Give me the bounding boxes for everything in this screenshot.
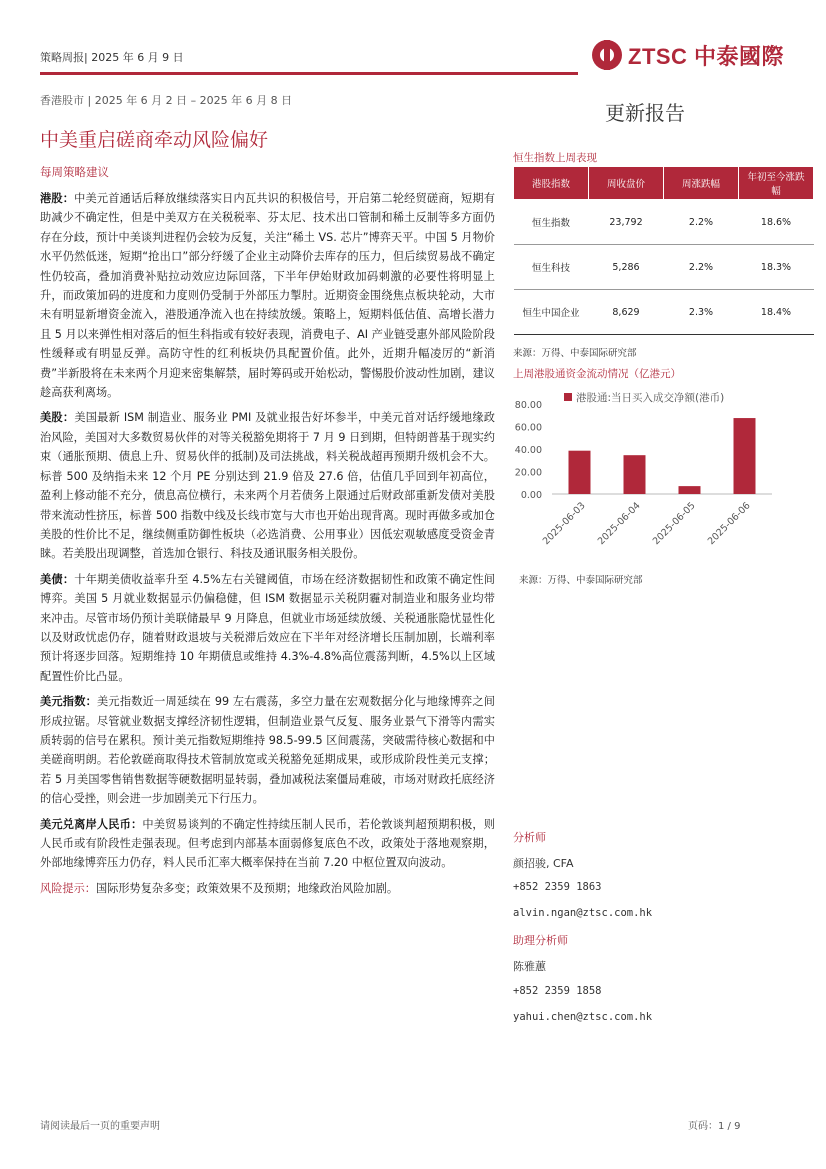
cell-weekly-change: 2.2% bbox=[664, 200, 739, 245]
cell-ytd-change: 18.6% bbox=[739, 200, 814, 245]
strategy-body bbox=[40, 189, 495, 904]
paragraph-label: 美元指数： bbox=[40, 695, 98, 709]
bar bbox=[624, 455, 646, 494]
chart-title: 上周港股通资金流动情况（亿港元） bbox=[513, 368, 681, 380]
table-row bbox=[514, 245, 814, 290]
paragraph-label: 美元兑离岸人民币： bbox=[40, 817, 143, 831]
paragraph-text: 十年期美债收益率升至 4.5%左右关键阈值，市场在经济数据韧性和政策不确定性间博弈。美国 5 月就业数据显示仍偏稳健，但 ISM 数据显示关税阴霾对制造业和服务业均带来冲击。尽管市场仍预计美联储最早 9 月降息，但就业市场延续放缓、关税通胀隐忧显性化以及财政忧虑仍存，随着财政退坡与关税滞后效应在下半年对经济增长压制加剧，长端利率预计将逐步回落。短期维持 10 年期债息或维持 4.3%-4.8%高位震荡判断，4.5%以上区域配置性价比凸显。 bbox=[40, 572, 495, 683]
paragraph-usd-index bbox=[40, 692, 495, 808]
risk-warning bbox=[40, 879, 495, 898]
y-tick-label: 80.00 bbox=[514, 400, 542, 411]
index-table-wrap bbox=[513, 166, 814, 335]
cell-index-name: 恒生科技 bbox=[514, 245, 589, 290]
paragraph-label: 美股： bbox=[40, 411, 75, 425]
assistant-analyst-name: 陈雅蕙 bbox=[513, 960, 546, 973]
col-header: 周收盘价 bbox=[589, 167, 664, 200]
paragraph-us-bonds bbox=[40, 570, 495, 686]
table-row bbox=[514, 200, 814, 245]
logo-icon bbox=[592, 40, 622, 70]
paragraph-usd-cnh bbox=[40, 815, 495, 873]
paragraph-hk-stocks bbox=[40, 189, 495, 402]
y-tick-label: 40.00 bbox=[514, 445, 542, 456]
table-row bbox=[514, 290, 814, 335]
table-source: 来源：万得、中泰国际研究部 bbox=[513, 348, 637, 359]
paragraph-text: 美元指数近一周延续在 99 左右震荡，多空力量在宏观数据分化与地缘博弈之间形成拉锯。尽管就业数据支撑经济韧性逻辑，但制造业景气反复、服务业景气下滑等内需实质转弱的信号在累积。预计美元指数短期维持 98.5-99.5 区间震荡，突破需待核心数据和中美磋商明朗。若伦敦磋商取得技术管制放宽或关税豁免延期成果，或形成阶段性美元支撑；若 5 月美国零售销售数据等硬数据明显转弱，叠加减税法案僵局难破，市场对财政托底经济的信心受挫，则会进一步加剧美元下行压力。 bbox=[40, 695, 495, 806]
col-header: 周涨跌幅 bbox=[664, 167, 739, 200]
logo-text: ZTSC 中泰國際 bbox=[628, 43, 785, 69]
assistant-analyst-email[interactable]: yahui.chen@ztsc.com.hk bbox=[513, 1011, 653, 1023]
legend-label: 港股通:当日买入成交净额(港币) bbox=[576, 392, 725, 404]
page-number: 页码：1 / 9 bbox=[688, 1121, 741, 1132]
table-header-row bbox=[514, 167, 814, 200]
cell-weekly-change: 2.3% bbox=[664, 290, 739, 335]
x-tick-label: 2025-06-05 bbox=[650, 500, 698, 548]
analyst-phone: +852 2359 1863 bbox=[513, 881, 602, 893]
paragraph-text: 中美元首通话后释放继续落实日内瓦共识的积极信号，开启第二轮经贸磋商，短期有助减少不确定性，但是中美双方在关税税率、芬太尼、技术出口管制和稀土反制等多方面仍存在分歧，预计中美谈判进程仍会较为反复，关注“稀土 VS. 芯片”博弈天平。中国 5 月物价水平仍然低迷，短期“抢出口”部分纾缓了企业主动降价去库存的压力，但后续贸易战不确定性仍较高，叠加消费补贴拉动效应边际回落，下半年伊始财政加码刺激的必要性将明显上升，而政策加码的进度和力度则仍受制于外部压力掣肘。近期资金围绕焦点板块轮动，大市未有明显新增资金流入，港股通净流入也在持续放缓。策略上，短期料低估值、高增长潜力且 5 月以来弹性相对落后的恒生科指或有较好表现，消费电子、AI 产业链受惠外部风险阶段性缓释或有明显反弹。高防守性的红利板块仍具配置价值。此外，近期升幅凌厉的“新消费”半新股将在未来两个月迎来密集解禁，届时筹码或开始松动，警惕股价波动性加剧，建议趁高获利离场。 bbox=[40, 192, 495, 400]
disclaimer-note: 请阅读最后一页的重要声明 bbox=[40, 1121, 160, 1132]
analyst-email[interactable]: alvin.ngan@ztsc.com.hk bbox=[513, 907, 653, 919]
cell-close: 8,629 bbox=[589, 290, 664, 335]
paragraph-label: 美债： bbox=[40, 572, 75, 586]
cell-ytd-change: 18.4% bbox=[739, 290, 814, 335]
risk-text: 国际形势复杂多变；政策效果不及预期；地缘政治风险加剧。 bbox=[95, 881, 399, 895]
bar bbox=[734, 418, 756, 494]
weekly-strategy-label: 每周策略建议 bbox=[40, 165, 109, 179]
x-tick-label: 2025-06-04 bbox=[595, 500, 643, 548]
legend-swatch bbox=[564, 393, 572, 401]
cell-close: 5,286 bbox=[589, 245, 664, 290]
assistant-analyst-phone: +852 2359 1858 bbox=[513, 985, 602, 997]
paragraph-label: 港股： bbox=[40, 192, 75, 205]
report-type: 更新报告 bbox=[605, 101, 685, 125]
southbound-flow-chart bbox=[510, 384, 780, 570]
header-rule bbox=[40, 72, 578, 75]
cell-ytd-change: 18.3% bbox=[739, 245, 814, 290]
cell-close: 23,792 bbox=[589, 200, 664, 245]
index-table bbox=[513, 166, 814, 335]
y-tick-label: 20.00 bbox=[514, 467, 542, 479]
paragraph-text: 美国最新 ISM 制造业、服务业 PMI 及就业报告好坏参半，中美元首对话纾缓地缘政治风险，美国对大多数贸易伙伴的对等关税豁免期将于 7 月 9 日到期，但特朗普基于现实约束（通胀预期、债息上升、贸易伙伴的抵制)及司法挑战，料关税战超再预期升级机会不大。标普 500 及纳指未来 12 个月 PE 分别达到 21.9 倍及 27.6 倍，估值几乎回到年初高位，盈利上修动能不充分，债息高位横行，未来两个月若债务上限通过后财政部重新发债对美股带来流动性挤压，标普 500 指数中线及长线市宽与大市也开始出现背离。现时再做多或加仓美股的性价比不足，继续侧重防御性板块（必选消费、公用事业）因低宏观敏感度受资金青睐。若美股出现调整，首选加仓银行、科技及通讯服务相关股份。 bbox=[40, 411, 495, 561]
index-table-title: 恒生指数上周表现 bbox=[513, 152, 597, 164]
cell-index-name: 恒生指数 bbox=[514, 200, 589, 245]
col-header: 港股指数 bbox=[514, 167, 589, 200]
chart-source: 来源：万得、中泰国际研究部 bbox=[519, 575, 643, 586]
col-header: 年初至今涨跌幅 bbox=[739, 167, 814, 200]
bar bbox=[679, 486, 701, 494]
paragraph-us-stocks bbox=[40, 408, 495, 563]
market-period: 香港股市 | 2025 年 6 月 2 日 – 2025 年 6 月 8 日 bbox=[40, 94, 293, 107]
cell-weekly-change: 2.2% bbox=[664, 245, 739, 290]
x-tick-label: 2025-06-03 bbox=[540, 500, 588, 548]
y-tick-label: 60.00 bbox=[514, 422, 542, 434]
report-series-date: 策略周报| 2025 年 6 月 9 日 bbox=[40, 51, 184, 64]
x-tick-label: 2025-06-06 bbox=[705, 500, 753, 548]
bar bbox=[569, 451, 591, 494]
paragraph-text: 中美贸易谈判的不确定性持续压制人民币，若伦敦谈判超预期积极，则人民币或有阶段性走强表现。但考虑到内部基本面弱修复底色不改，政策处于落地观察期，外部地缘博弈压力仍存，料人民币汇率大概率保持在当前 7.20 中枢位置双向波动。 bbox=[40, 817, 495, 870]
analyst-name: 颜招骏, CFA bbox=[513, 857, 574, 870]
analyst-title: 分析师 bbox=[513, 831, 546, 844]
page-title: 中美重启磋商牵动风险偏好 bbox=[40, 129, 269, 151]
risk-label: 风险提示： bbox=[40, 881, 96, 895]
company-logo bbox=[592, 38, 784, 72]
cell-index-name: 恒生中国企业 bbox=[514, 290, 589, 335]
y-tick-label: 0.00 bbox=[520, 490, 542, 501]
assistant-analyst-title: 助理分析师 bbox=[513, 934, 568, 947]
